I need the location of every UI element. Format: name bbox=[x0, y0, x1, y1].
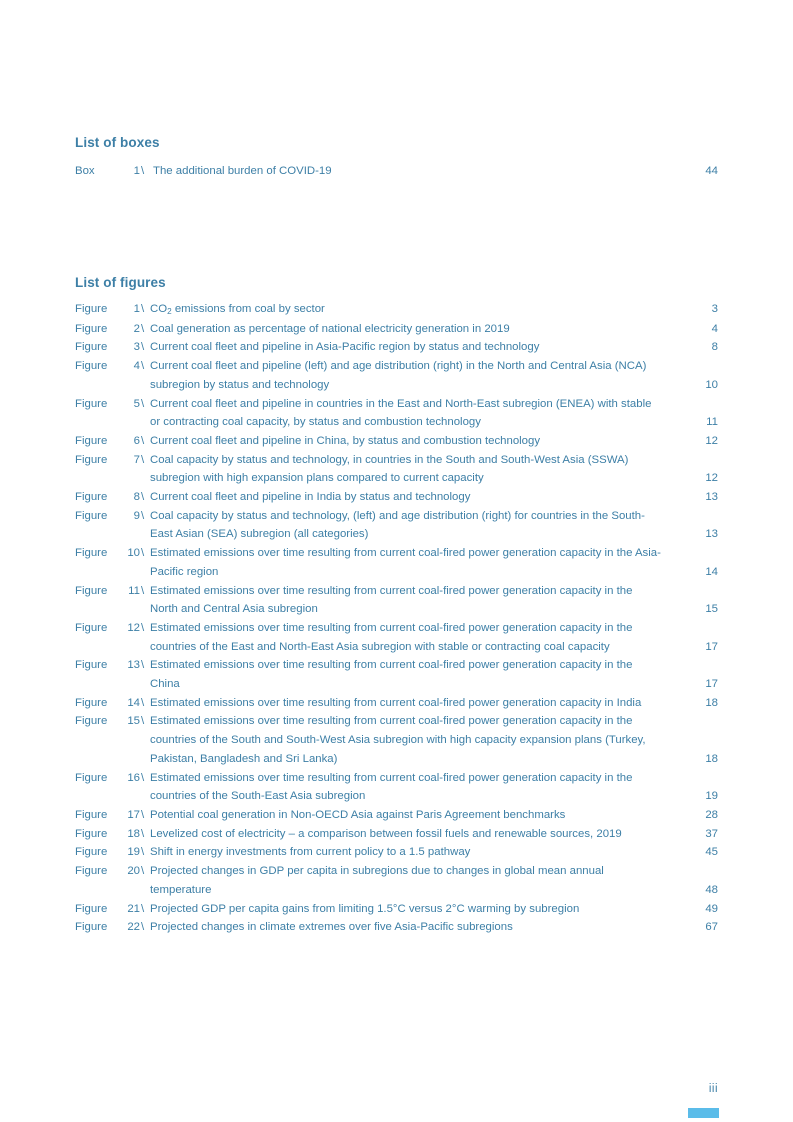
list-of-figures-entries bbox=[75, 300, 718, 937]
toc-entry-label: Figure bbox=[75, 827, 108, 840]
toc-entry-page-number: 44 bbox=[705, 165, 718, 177]
toc-entry-page-number: 14 bbox=[705, 565, 718, 578]
toc-entry-page-number: 67 bbox=[705, 921, 718, 934]
toc-entry-label: Figure bbox=[75, 921, 108, 934]
toc-entry[interactable] bbox=[75, 338, 718, 357]
toc-entry[interactable] bbox=[75, 656, 718, 693]
toc-entry[interactable] bbox=[75, 432, 718, 451]
toc-entry-title: Coal generation as percentage of national electricity generation in 2019 bbox=[150, 322, 510, 335]
toc-entry[interactable] bbox=[75, 619, 718, 656]
toc-entry-separator: \ bbox=[141, 771, 145, 784]
toc-entry-title: Coal capacity by status and technology, (left) and age distribution (right) for countries in the South-East Asian (SEA) subregion (all categories) bbox=[150, 509, 645, 541]
toc-entry-separator: \ bbox=[141, 621, 145, 634]
toc-entry-label: Figure bbox=[75, 322, 108, 335]
toc-entry-separator: \ bbox=[141, 902, 145, 915]
toc-entry-number: 20 bbox=[127, 865, 140, 878]
toc-entry-label: Figure bbox=[75, 865, 108, 878]
toc-entry-page-number: 17 bbox=[705, 640, 718, 653]
toc-entry-separator: \ bbox=[141, 547, 145, 560]
toc-entry-page-number: 17 bbox=[705, 678, 718, 691]
toc-entry[interactable] bbox=[75, 769, 718, 806]
toc-entry-page-number: 37 bbox=[705, 827, 718, 840]
toc-entry-separator: \ bbox=[141, 360, 145, 373]
toc-entry-title: Estimated emissions over time resulting from current coal-fired power generation capacity in the countries of the East and North-East Asia subregion with stable or contracting coal capacity bbox=[150, 621, 633, 653]
toc-entry-title: Projected changes in GDP per capita in subregions due to changes in global mean annual temperature bbox=[150, 865, 604, 896]
toc-entry-page-number: 4 bbox=[711, 322, 718, 335]
toc-entry[interactable] bbox=[75, 694, 718, 713]
toc-entry-title: Estimated emissions over time resulting from current coal-fired power generation capacity in the North and Central Asia subregion bbox=[150, 584, 633, 616]
toc-entry-label: Figure bbox=[75, 303, 108, 315]
toc-entry-number: 12 bbox=[127, 621, 140, 634]
toc-entry[interactable] bbox=[75, 357, 718, 394]
toc-entry-number: 16 bbox=[127, 771, 140, 784]
toc-entry[interactable] bbox=[75, 320, 718, 339]
toc-entry-number: 1 bbox=[133, 303, 140, 315]
toc-entry-title: Current coal fleet and pipeline in China, by status and combustion technology bbox=[150, 434, 541, 447]
toc-entry-number: 4 bbox=[133, 360, 140, 373]
toc-entry-page-number: 18 bbox=[705, 752, 718, 765]
toc-entry-label: Box bbox=[75, 165, 95, 177]
toc-entry-number: 15 bbox=[127, 715, 140, 728]
toc-entry[interactable] bbox=[75, 825, 718, 844]
toc-entry-separator: \ bbox=[141, 491, 145, 504]
toc-entry-number: 1 bbox=[133, 165, 140, 177]
toc-entry[interactable] bbox=[75, 918, 718, 937]
toc-entry-number: 17 bbox=[127, 808, 140, 821]
toc-entry-page-number: 28 bbox=[705, 808, 718, 821]
toc-entry-number: 11 bbox=[128, 584, 140, 597]
toc-entry-separator: \ bbox=[141, 509, 145, 522]
toc-entry-title: Estimated emissions over time resulting from current coal-fired power generation capacity in the countries of the South-East Asia subregion bbox=[150, 771, 633, 803]
corner-accent-marker bbox=[688, 1108, 719, 1118]
toc-entry-separator: \ bbox=[141, 397, 145, 410]
toc-entry[interactable] bbox=[75, 900, 718, 919]
toc-entry-page-number: 15 bbox=[705, 603, 718, 616]
toc-entry[interactable] bbox=[75, 162, 718, 181]
toc-entry[interactable] bbox=[75, 806, 718, 825]
toc-entry[interactable] bbox=[75, 395, 718, 432]
toc-entry-separator: \ bbox=[141, 341, 145, 354]
toc-entry-separator: \ bbox=[141, 846, 145, 859]
toc-entry-number: 2 bbox=[133, 322, 140, 335]
toc-entry-page-number: 10 bbox=[705, 378, 718, 391]
toc-entry-title: $CO_2$ emissions from coal by sector bbox=[150, 303, 325, 317]
toc-entry-title: Potential coal generation in Non-OECD Asia against Paris Agreement benchmarks bbox=[150, 808, 566, 821]
toc-entry-label: Figure bbox=[75, 902, 108, 915]
toc-entry[interactable] bbox=[75, 507, 718, 544]
toc-entry-number: 22 bbox=[127, 921, 140, 934]
toc-entry[interactable] bbox=[75, 544, 718, 581]
toc-entry-separator: \ bbox=[141, 322, 145, 335]
toc-entry-number: 9 bbox=[133, 509, 140, 522]
toc-entry-separator: \ bbox=[141, 827, 145, 840]
toc-entry-label: Figure bbox=[75, 771, 108, 784]
toc-entry-number: 8 bbox=[133, 491, 140, 504]
toc-entry-page-number: 8 bbox=[711, 341, 718, 354]
toc-entry-label: Figure bbox=[75, 360, 108, 373]
page-folio: iii bbox=[708, 1083, 718, 1095]
toc-entry-label: Figure bbox=[75, 434, 108, 447]
toc-entry-page-number: 19 bbox=[705, 790, 718, 803]
toc-entry-label: Figure bbox=[75, 509, 108, 522]
toc-entry-page-number: 12 bbox=[705, 434, 718, 447]
toc-entry-page-number: 45 bbox=[705, 846, 718, 859]
toc-entry-number: 14 bbox=[127, 696, 140, 709]
toc-entry-number: 21 bbox=[127, 902, 140, 915]
toc-entry-title: Shift in energy investments from current policy to a 1.5 pathway bbox=[150, 846, 471, 859]
list-of-figures-heading: List of figures bbox=[75, 275, 166, 291]
toc-entry-page-number: 13 bbox=[705, 491, 718, 504]
toc-entry-number: 10 bbox=[127, 547, 140, 560]
toc-entry[interactable] bbox=[75, 862, 718, 899]
toc-entry-page-number: 49 bbox=[705, 902, 718, 915]
toc-entry-separator: \ bbox=[141, 921, 145, 934]
toc-entry-page-number: 48 bbox=[705, 883, 718, 896]
toc-entry-page-number: 13 bbox=[705, 528, 718, 541]
toc-entry-separator: \ bbox=[141, 434, 145, 447]
toc-entry-separator: \ bbox=[141, 303, 145, 315]
toc-entry-number: 13 bbox=[127, 659, 140, 672]
toc-entry-label: Figure bbox=[75, 547, 108, 560]
toc-entry-number: 7 bbox=[133, 453, 140, 466]
toc-entry-label: Figure bbox=[75, 846, 108, 859]
toc-entry-separator: \ bbox=[141, 165, 145, 177]
toc-entry-label: Figure bbox=[75, 696, 108, 709]
toc-entry[interactable] bbox=[75, 488, 718, 507]
toc-entry-label: Figure bbox=[75, 397, 108, 410]
toc-entry-separator: \ bbox=[141, 453, 145, 466]
toc-entry[interactable] bbox=[75, 582, 718, 619]
toc-entry-number: 18 bbox=[127, 827, 140, 840]
toc-entry-number: 6 bbox=[133, 434, 140, 447]
toc-entry-separator: \ bbox=[141, 659, 145, 672]
toc-entry-separator: \ bbox=[141, 584, 145, 597]
toc-entry-title: Current coal fleet and pipeline in Asia-Pacific region by status and technology bbox=[150, 341, 540, 354]
toc-entry-label: Figure bbox=[75, 808, 108, 821]
toc-entry-label: Figure bbox=[75, 491, 108, 504]
toc-entry-separator: \ bbox=[141, 715, 145, 728]
list-of-boxes-entries bbox=[75, 162, 718, 181]
toc-entry-page-number: 3 bbox=[711, 303, 718, 315]
toc-entry-number: 5 bbox=[133, 397, 140, 410]
toc-entry-title: Projected changes in climate extremes over five Asia-Pacific subregions bbox=[150, 921, 513, 934]
toc-entry-title: Estimated emissions over time resulting from current coal-fired power generation capacity in the China bbox=[150, 659, 633, 691]
toc-entry[interactable] bbox=[75, 300, 718, 320]
toc-entry-page-number: 12 bbox=[705, 472, 718, 485]
toc-entry-label: Figure bbox=[75, 621, 108, 634]
toc-entry-label: Figure bbox=[75, 659, 108, 672]
toc-entry-number: 19 bbox=[127, 846, 140, 859]
toc-entry-title: Estimated emissions over time resulting from current coal-fired power generation capacity in the Asia-Pacific region bbox=[150, 547, 661, 578]
toc-entry-title: Estimated emissions over time resulting from current coal-fired power generation capacity in the countries of the South and South-West Asia subregion with high capacity expansion plans (Turkey, Pakistan, Bangladesh and Sri Lanka) bbox=[150, 715, 646, 765]
toc-entry-title: Current coal fleet and pipeline in countries in the East and North-East subregion (ENEA) with stable or contracting coal capacity, by status and combustion technology bbox=[150, 397, 652, 429]
toc-entry-separator: \ bbox=[141, 696, 145, 709]
toc-entry-title: The additional burden of COVID-19 bbox=[153, 165, 332, 177]
toc-entry-label: Figure bbox=[75, 453, 108, 466]
toc-entry[interactable] bbox=[75, 712, 718, 768]
toc-entry-title: Current coal fleet and pipeline in India by status and technology bbox=[150, 491, 471, 504]
toc-entry-separator: \ bbox=[141, 865, 145, 878]
toc-entry-page-number: 11 bbox=[706, 416, 718, 429]
toc-entry-title: Estimated emissions over time resulting from current coal-fired power generation capacity in India bbox=[150, 696, 642, 709]
toc-entry-separator: \ bbox=[141, 808, 145, 821]
toc-entry-label: Figure bbox=[75, 715, 108, 728]
list-of-boxes-heading: List of boxes bbox=[75, 135, 160, 151]
toc-entry[interactable] bbox=[75, 451, 718, 488]
toc-entry-label: Figure bbox=[75, 584, 108, 597]
toc-entry[interactable] bbox=[75, 843, 718, 862]
toc-entry-title: Levelized cost of electricity – a comparison between fossil fuels and renewable sources, 2019 bbox=[150, 827, 622, 840]
toc-entry-label: Figure bbox=[75, 341, 108, 354]
toc-entry-title: Current coal fleet and pipeline (left) and age distribution (right) in the North and Central Asia (NCA) subregion by status and technology bbox=[150, 360, 647, 391]
toc-entry-number: 3 bbox=[133, 341, 140, 354]
toc-entry-page-number: 18 bbox=[705, 696, 718, 709]
toc-entry-title: Coal capacity by status and technology, in countries in the South and South-West Asia (SSWA) subregion with high expansion plans compared to current capacity bbox=[150, 453, 629, 485]
toc-entry-title: Projected GDP per capita gains from limiting 1.5°C versus 2°C warming by subregion bbox=[150, 902, 580, 915]
